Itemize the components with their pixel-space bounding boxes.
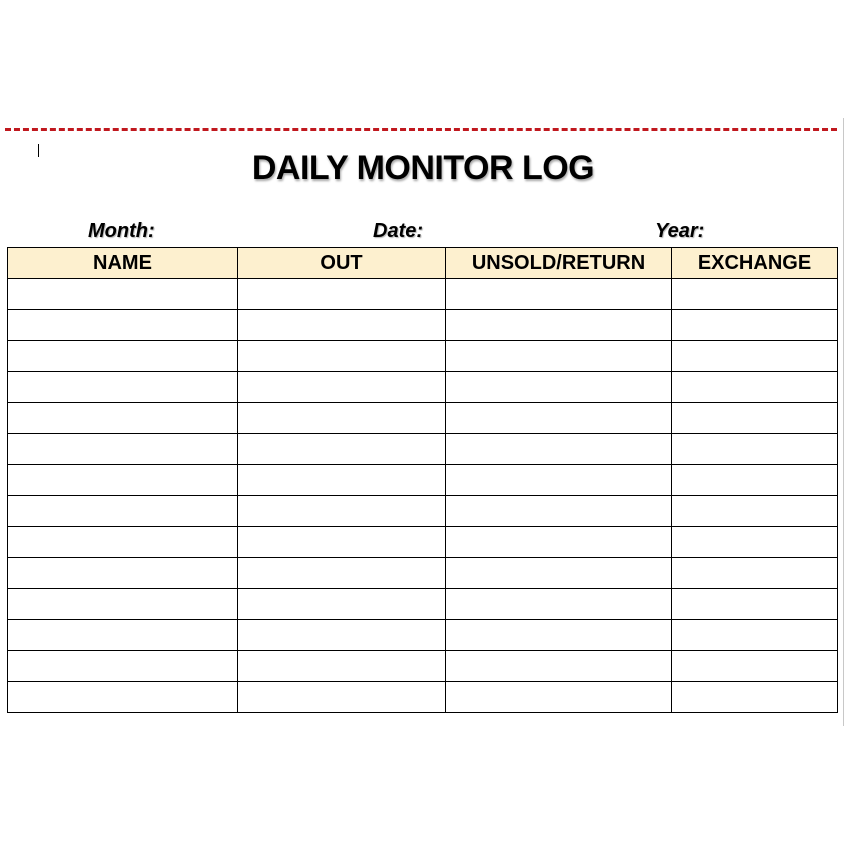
exchange-cell[interactable]: [672, 682, 838, 713]
unsold-return-cell[interactable]: [446, 465, 672, 496]
out-cell[interactable]: [238, 620, 446, 651]
out-cell[interactable]: [238, 496, 446, 527]
exchange-cell[interactable]: [672, 279, 838, 310]
table-row: [8, 465, 838, 496]
exchange-cell[interactable]: [672, 558, 838, 589]
name-cell[interactable]: [8, 434, 238, 465]
table-row: [8, 651, 838, 682]
page-title: DAILY MONITOR LOG: [251, 149, 595, 187]
exchange-cell[interactable]: [672, 341, 838, 372]
table-row: [8, 558, 838, 589]
name-cell[interactable]: [8, 341, 238, 372]
table-row: [8, 527, 838, 558]
out-cell[interactable]: [238, 403, 446, 434]
out-cell[interactable]: [238, 465, 446, 496]
exchange-cell[interactable]: [672, 620, 838, 651]
table-row: [8, 434, 838, 465]
name-cell[interactable]: [8, 465, 238, 496]
page-edge: [843, 118, 844, 726]
out-cell[interactable]: [238, 279, 446, 310]
exchange-cell[interactable]: [672, 310, 838, 341]
name-cell[interactable]: [8, 310, 238, 341]
out-cell[interactable]: [238, 651, 446, 682]
unsold-return-cell[interactable]: [446, 620, 672, 651]
out-cell[interactable]: [238, 558, 446, 589]
exchange-cell[interactable]: [672, 403, 838, 434]
month-label: Month:: [88, 220, 155, 242]
name-cell[interactable]: [8, 403, 238, 434]
unsold-return-cell[interactable]: [446, 558, 672, 589]
table-row: [8, 279, 838, 310]
exchange-cell[interactable]: [672, 372, 838, 403]
table-row: [8, 589, 838, 620]
exchange-cell[interactable]: [672, 589, 838, 620]
column-header-name: NAME: [8, 248, 238, 279]
name-cell[interactable]: [8, 651, 238, 682]
exchange-cell[interactable]: [672, 527, 838, 558]
out-cell[interactable]: [238, 434, 446, 465]
out-cell[interactable]: [238, 527, 446, 558]
name-cell[interactable]: [8, 372, 238, 403]
table-row: [8, 310, 838, 341]
unsold-return-cell[interactable]: [446, 496, 672, 527]
out-cell[interactable]: [238, 682, 446, 713]
column-header-unsold-return: UNSOLD/RETURN: [446, 248, 672, 279]
table-row: [8, 620, 838, 651]
name-cell[interactable]: [8, 620, 238, 651]
log-table: [7, 247, 838, 713]
out-cell[interactable]: [238, 310, 446, 341]
column-header-exchange: EXCHANGE: [672, 248, 838, 279]
exchange-cell[interactable]: [672, 496, 838, 527]
table-body: [8, 279, 838, 713]
unsold-return-cell[interactable]: [446, 403, 672, 434]
unsold-return-cell[interactable]: [446, 434, 672, 465]
name-cell[interactable]: [8, 682, 238, 713]
column-header-out: OUT: [238, 248, 446, 279]
exchange-cell[interactable]: [672, 434, 838, 465]
year-label: Year:: [655, 220, 705, 242]
unsold-return-cell[interactable]: [446, 527, 672, 558]
name-cell[interactable]: [8, 279, 238, 310]
unsold-return-cell[interactable]: [446, 651, 672, 682]
unsold-return-cell[interactable]: [446, 279, 672, 310]
table-header-row: [8, 248, 838, 279]
date-label: Date:: [373, 220, 424, 242]
out-cell[interactable]: [238, 589, 446, 620]
name-cell[interactable]: [8, 558, 238, 589]
out-cell[interactable]: [238, 372, 446, 403]
unsold-return-cell[interactable]: [446, 682, 672, 713]
exchange-cell[interactable]: [672, 465, 838, 496]
name-cell[interactable]: [8, 527, 238, 558]
unsold-return-cell[interactable]: [446, 372, 672, 403]
table-row: [8, 682, 838, 713]
out-cell[interactable]: [238, 341, 446, 372]
table-row: [8, 341, 838, 372]
unsold-return-cell[interactable]: [446, 589, 672, 620]
unsold-return-cell[interactable]: [446, 341, 672, 372]
table-row: [8, 403, 838, 434]
name-cell[interactable]: [8, 496, 238, 527]
table-row: [8, 372, 838, 403]
unsold-return-cell[interactable]: [446, 310, 672, 341]
table-row: [8, 496, 838, 527]
cut-line-divider: [5, 128, 837, 131]
exchange-cell[interactable]: [672, 651, 838, 682]
name-cell[interactable]: [8, 589, 238, 620]
